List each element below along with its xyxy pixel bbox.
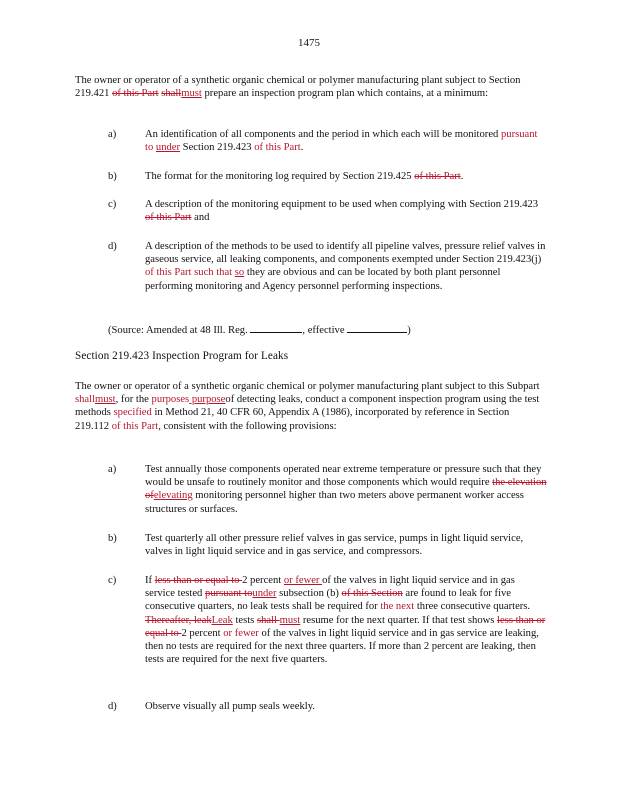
text-run: (Source: Amended at 48 Ill. Reg. — [108, 325, 251, 336]
text-run: three consecutive quarters. — [414, 601, 531, 613]
inserted-text: under — [155, 142, 181, 154]
item-label: c) — [108, 575, 117, 586]
inserted-text: pursuant to — [145, 129, 538, 154]
item-text — [145, 574, 547, 666]
inserted-text: specified — [113, 407, 152, 419]
text-run: The owner or operator of a synthetic organic chemical or polymer manufacturing plant subject to Section 219.421 — [75, 75, 521, 100]
inserted-text: Leak — [211, 614, 233, 626]
deleted-text: the elevation of — [145, 477, 547, 502]
page-number: 1475 — [298, 37, 320, 49]
inserted-text: elevating — [153, 490, 193, 502]
item-label: b) — [108, 533, 117, 544]
blank-line — [347, 323, 407, 333]
inserted-text: under — [252, 588, 277, 600]
deleted-text: Thereafter, leak — [145, 614, 212, 626]
text-run: , for the — [115, 394, 152, 406]
text-run: subsection (b) — [276, 588, 342, 600]
text-run: An identification of all components and the period in which each will be monitored — [145, 129, 501, 140]
text-run: of the valves in light liquid service and in gas service are leaking, then no tests are required for the next three quarters. If more than 2 percent are leaking, then tests are required for the next five quarters. — [145, 627, 539, 666]
text-run: Section 219.423 — [180, 142, 255, 154]
item-label: a) — [108, 129, 117, 140]
item-text — [145, 463, 547, 516]
deleted-text: less than or equal to — [145, 614, 546, 639]
inserted-text: shall — [75, 394, 96, 406]
item-text: Observe visually all pump seals weekly. — [145, 701, 315, 712]
inserted-text: of this Part — [254, 142, 301, 154]
text-run: are found to leak for five consecutive quarters, no leak tests shall be required for — [145, 588, 512, 613]
deleted-text: of this Part — [112, 88, 159, 100]
intro-paragraph — [75, 74, 545, 100]
text-run: . — [460, 171, 464, 182]
inserted-text: must — [181, 88, 202, 100]
text-run: ) — [407, 325, 411, 336]
inserted-text: must — [95, 394, 116, 406]
text-run: of the valves in light liquid service and in gas service tested — [145, 575, 515, 600]
item-text — [145, 128, 547, 154]
deleted-text: of this Section — [341, 588, 403, 600]
item-label: c) — [108, 199, 117, 210]
inserted-text: or fewer — [283, 575, 323, 586]
text-run: of detecting leaks, conduct a component inspection program using the test methods — [75, 394, 540, 419]
text-run: monitoring personnel higher than two meters above permanent worker access structures or surfaces. — [145, 490, 524, 515]
text-run: in Method 21, 40 CFR 60, Appendix A (1986), incorporated by reference in Section 219.112 — [75, 407, 510, 432]
blank-line — [250, 323, 302, 333]
item-text: Test quarterly all other pressure relief valves in gas service, pumps in light liquid service, valves in light liquid service and in gas service, and compressors. — [145, 533, 524, 558]
text-run: A description of the methods to be used to identify all pipeline valves, pressure relief valves in gaseous service, all leaking components, and components exempted under Section 219.423(j) — [145, 241, 546, 266]
inserted-text: purposes — [151, 394, 190, 406]
text-run: The format for the monitoring log required by Section 219.425 — [145, 171, 415, 182]
text-run: 2 percent — [242, 575, 284, 586]
source-note — [108, 323, 411, 337]
text-run: . — [300, 142, 304, 154]
text-run: If — [145, 575, 155, 586]
text-run: , effective — [302, 325, 348, 336]
deleted-text: of this Part — [145, 212, 192, 224]
text-run: they are obvious and can be located by both plant personnel performing monitoring and Agency personnel performing inspections. — [145, 267, 501, 292]
item-text — [145, 198, 547, 224]
text-run: The owner or operator of a synthetic organic chemical or polymer manufacturing plant subject to this Subpart — [75, 381, 540, 392]
deleted-text: pursuant to — [205, 588, 253, 600]
program-intro-paragraph — [75, 380, 545, 433]
item-text — [145, 240, 547, 293]
inserted-text: the next — [380, 601, 415, 613]
text-run: prepare an inspection program plan which contains, at a minimum: — [201, 88, 489, 100]
text-run: 2 percent — [181, 627, 224, 639]
text-run: tests — [232, 614, 257, 626]
item-label: d) — [108, 241, 117, 252]
text-run: and — [191, 212, 210, 224]
item-text — [145, 170, 547, 183]
deleted-text: of this Part — [414, 171, 461, 182]
deleted-text: shall — [256, 614, 280, 626]
inserted-text: such that — [191, 267, 233, 279]
inserted-text: must — [279, 614, 301, 626]
item-label: b) — [108, 171, 117, 182]
section-heading: Section 219.423 Inspection Program for Leaks — [75, 350, 289, 362]
inserted-text: or fewer — [223, 627, 259, 639]
inserted-text: of this Part — [111, 420, 159, 432]
deleted-text: shall — [161, 88, 182, 100]
text-run: A description of the monitoring equipment to be used when complying with Section 219.423 — [145, 199, 539, 210]
text-run: Test annually those components operated near extreme temperature or pressure such that they would be unsafe to routinely monitor and those components which would require — [145, 464, 542, 489]
text-run: resume for the next quarter. If that test shows — [300, 614, 498, 626]
inserted-text: so — [234, 267, 245, 279]
text-run: , consistent with the following provisions: — [158, 420, 337, 432]
inserted-text: of this Part — [145, 267, 192, 279]
inserted-text: purpose — [189, 394, 226, 406]
item-label: a) — [108, 464, 117, 475]
item-label: d) — [108, 701, 117, 712]
deleted-text: less than or equal to — [154, 575, 243, 586]
